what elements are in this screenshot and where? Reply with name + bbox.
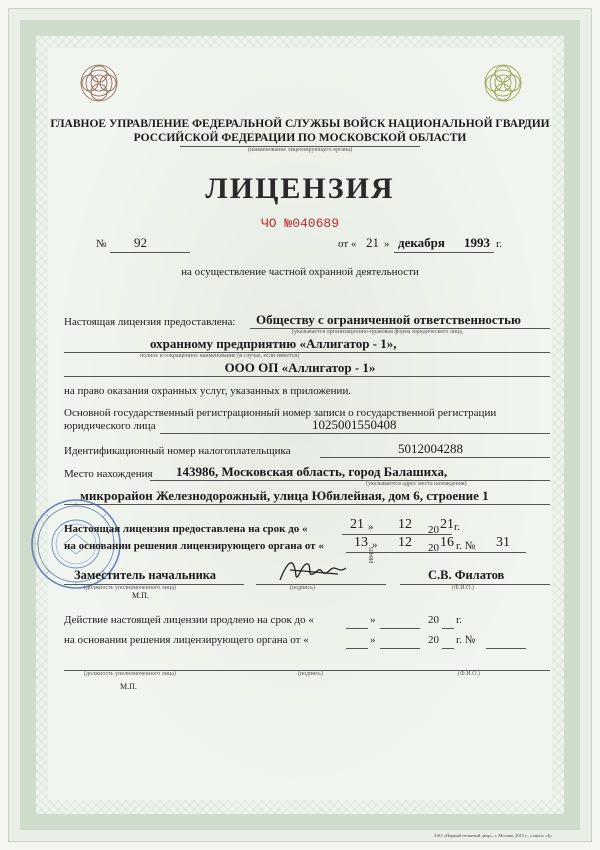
basis-num-label: г. №: [456, 540, 476, 552]
extension-name-caption: (Ф.И.О.): [458, 671, 480, 677]
serial-number: ЧО №040689: [260, 216, 339, 231]
date-line: [394, 252, 494, 253]
authority-line-2: РОССИЙСКОЙ ФЕДЕРАЦИИ ПО МОСКОВСКОЙ ОБЛАСТИ: [133, 132, 467, 144]
basis-number: 31: [496, 535, 510, 550]
extension-tail-2: г. №: [456, 634, 476, 646]
ogrn-value: 1025001550408: [312, 417, 397, 432]
licensee-line-1: Обществу с ограниченной ответственностью: [256, 312, 521, 327]
extension-year-2: 20: [428, 634, 439, 646]
document-title: ЛИЦЕНЗИЯ: [205, 172, 395, 205]
licensee-caption-1: (указывается организационно-правовая форма юридического лица,: [292, 329, 464, 335]
licensee-underline-3: [64, 376, 550, 377]
authority-caption: (наименование лицензирующего органа): [247, 147, 353, 153]
date-month: декабря: [398, 235, 445, 250]
address-line-2: микрорайон Железнодорожный, улица Юбилейная, дом 6, строение 1: [80, 488, 489, 503]
date-day: 21: [366, 235, 379, 250]
granted-label: Настоящая лицензия предоставлена:: [64, 316, 236, 328]
extension2-year-line: [442, 648, 454, 649]
address-underline-1: [150, 480, 550, 481]
extension-year-1: 20: [428, 614, 439, 626]
position-caption: (должность уполномоченного лица): [84, 585, 176, 591]
extension2-number-line: [486, 648, 526, 649]
valid-month: 12: [398, 517, 412, 532]
valid-year-prefix: 20: [428, 524, 439, 536]
right-text: на право оказания охранных услуг, указанных в приложении.: [64, 385, 352, 397]
signature-underline: [256, 584, 386, 585]
signature-caption: (подпись): [290, 585, 315, 591]
licensee-caption-2: полное и сокращенное наименование (в случае, если имеется): [140, 353, 300, 359]
rosette-emblem-left-icon: [78, 62, 120, 104]
basis-month: 12: [398, 535, 412, 550]
basis-label: на основании решения лицензирующего органа от «: [64, 540, 324, 552]
inn-label: Идентификационный номер налогоплательщика: [64, 445, 291, 457]
ogrn-label-1: Основной государственный регистрационный номер записи о государственной регистрации: [64, 407, 497, 419]
address-line-1: 143986, Московская область, город Балашиха,: [176, 464, 448, 479]
date-sep: »: [384, 238, 390, 250]
extension-mp: М.П.: [120, 682, 137, 691]
license-number-label: №: [96, 238, 107, 250]
license-activity: на осуществление частной охранной деятельности: [181, 266, 419, 278]
licensee-line-2: охранному предприятию «Аллигатор - 1»,: [150, 336, 397, 351]
name-caption: (Ф.И.О.): [452, 585, 474, 591]
signer-name: С.В. Филатов: [428, 568, 505, 582]
extension-month-line: [380, 628, 420, 629]
licensee-underline-2: [64, 352, 550, 353]
extension-mid-2: »: [370, 634, 376, 646]
mp-label: М.П.: [132, 591, 149, 600]
address-label: Место нахождения: [64, 468, 153, 480]
date-year: 1993: [464, 235, 490, 250]
ogrn-label-2: юридического лица: [64, 420, 156, 432]
valid-day: 21: [350, 517, 364, 532]
inn-value: 5012004288: [398, 441, 463, 456]
address-underline-2: [64, 504, 550, 505]
extension-label-1: Действие настоящей лицензии продлено на срок до «: [64, 614, 314, 626]
address-caption: (указываются адрес места нахождения): [366, 481, 467, 487]
date-suffix: г.: [496, 238, 503, 250]
basis-year-prefix: 20: [428, 542, 439, 554]
license-number-line: [110, 252, 190, 253]
extension-mid-1: »: [370, 614, 376, 626]
basis-year: 16: [440, 535, 454, 550]
extension2-month-line: [380, 648, 420, 649]
tiny-stamp: И8435: [369, 546, 376, 564]
extension-year-line: [442, 628, 454, 629]
name-underline: [400, 584, 550, 585]
licensee-short-name: ООО ОП «Аллигатор - 1»: [224, 360, 376, 375]
extension2-day-line: [346, 648, 368, 649]
signature-icon: [276, 552, 356, 588]
valid-year: 21: [440, 517, 454, 532]
extension-day-line: [346, 628, 368, 629]
extension-g: г.: [456, 614, 463, 626]
valid-label: Настоящая лицензия предоставлена на срок до «: [64, 523, 308, 535]
date-prefix: от «: [338, 238, 357, 250]
signer-position: Заместитель начальника: [74, 568, 217, 582]
basis-day: 13: [354, 535, 368, 550]
inn-underline: [320, 457, 550, 458]
extension-label-2: на основании решения лицензирующего органа от «: [64, 634, 309, 646]
authority-line-1: ГЛАВНОЕ УПРАВЛЕНИЕ ФЕДЕРАЛЬНОЙ СЛУЖБЫ ВОЙСК НАЦИОНАЛЬНОЙ ГВАРДИИ: [50, 118, 550, 130]
extension-sign-caption: (подпись): [298, 671, 323, 677]
extension-pos-caption: (должность уполномоченного лица): [84, 671, 176, 677]
printer-imprint: ЗАО «Первый печатный двор», г. Москва, 2015 г., «заказ» «Б»: [434, 833, 553, 838]
rosette-emblem-right-icon: [482, 62, 524, 104]
ogrn-underline: [160, 433, 550, 434]
license-number: 92: [134, 235, 147, 250]
